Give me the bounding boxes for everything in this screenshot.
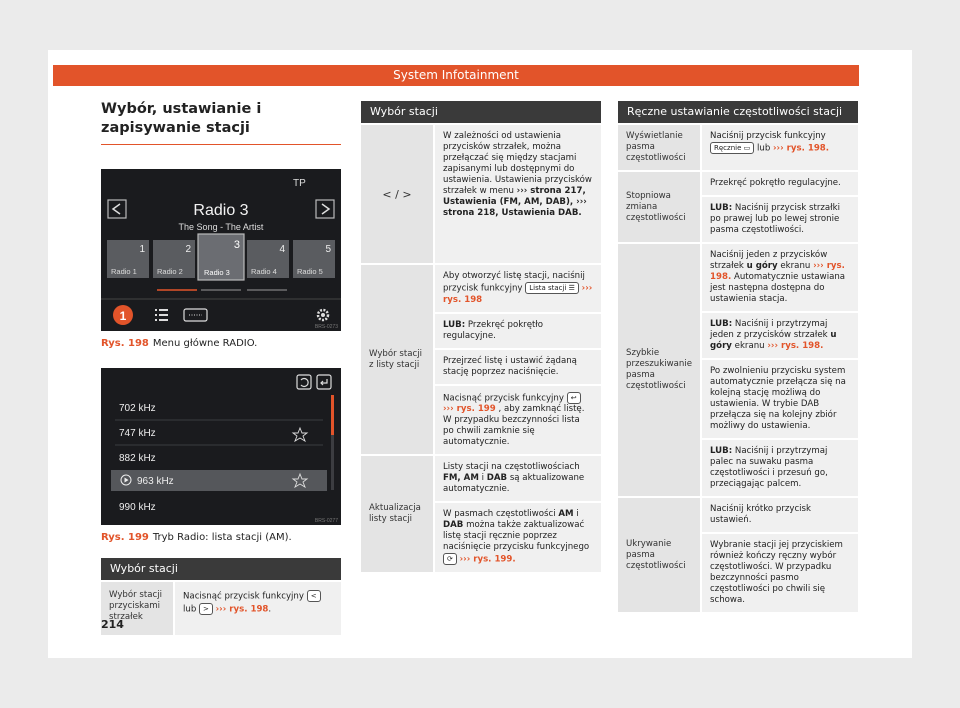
row-value: Naciśnij przycisk funkcyjny Ręcznie ▭ lub ››› rys. 198. (700, 125, 858, 172)
header-bar: System Infotainment (53, 65, 859, 86)
list-icon[interactable] (155, 309, 168, 321)
list-item[interactable]: 882 kHz (119, 453, 156, 464)
section-title: Wybór, ustawianie i zapisywanie stacji (101, 100, 341, 145)
row-label-arrows: < / > (361, 125, 433, 265)
svg-text:1: 1 (119, 309, 127, 323)
svg-text:Radio 4: Radio 4 (251, 267, 277, 276)
left-arrow-key: < (307, 590, 321, 602)
row-value: Nacisnąć przycisk funkcyjny < lub > ››› rys. 198. (173, 582, 341, 637)
back-key-icon: ↩ (567, 392, 581, 404)
right-arrow-key: > (199, 603, 213, 615)
station-list-svg (101, 368, 341, 525)
tp-label: TP (293, 178, 306, 189)
list-item[interactable]: 747 kHz (119, 428, 156, 439)
table-title: Wybór stacji (101, 558, 341, 580)
table-title: Wybór stacji (361, 101, 601, 123)
row-label: Ukrywanie pasma częstotliwości (618, 498, 700, 614)
column-middle (361, 101, 601, 574)
svg-text:2: 2 (185, 244, 191, 255)
svg-text:5: 5 (325, 244, 331, 255)
list-item[interactable]: 990 kHz (119, 502, 156, 513)
table-title: Ręczne ustawianie częstotliwości stacji (618, 101, 858, 123)
row-label: Szybkie przeszukiwanie pasma częstotliwości (618, 244, 700, 498)
column-right (618, 101, 858, 614)
svg-text:4: 4 (279, 244, 285, 255)
row-value: Naciśnij jeden z przycisków strzałek u góry ekranu ››› rys. 198. Automatycznie ustawiana jest następna dostępna do ustawienia stacja. LUB: Naciśnij i przytrzymaj jeden z przycisków strzałek u góry ekranu ››› rys. 198. Po zwolnieniu przycisku system automatycznie przełącza się na kolejną stację możliwą do ustawienia. W trybie DAB przełącza się na kolejny zbiór możliwy do ustawienia. LUB: Naciśnij i przytrzymaj palec na suwaku pasma częstotliwości i przesuń go, przeciągając palcem. (700, 244, 858, 498)
figure-code: BRS-0277 (314, 518, 338, 524)
row-label: Wybór stacji z listy stacji (361, 265, 433, 456)
svg-text:3: 3 (233, 239, 240, 251)
svg-text:Radio 3: Radio 3 (204, 268, 230, 277)
radio-main-screen (101, 169, 341, 331)
scrollbar-thumb[interactable] (331, 395, 334, 435)
row-value: Naciśnij krótko przycisk ustawień. Wybranie stacji jej przyciskiem również kończy ręczny wybór częstotliwości. W przypadku bezczynności pasmo częstotliwości po chwili się schowa. (700, 498, 858, 614)
table-station-arrows (101, 558, 341, 637)
caption-number: Rys. 199 (101, 532, 149, 543)
column-left (101, 100, 341, 637)
preset-1[interactable] (107, 240, 149, 278)
page-number: 214 (101, 618, 124, 631)
preset-2[interactable] (153, 240, 195, 278)
station-list-key: Lista stacji ☰ (525, 282, 579, 294)
caption-text: Tryb Radio: lista stacji (AM). (152, 532, 292, 543)
row-value: Aby otworzyć listę stacji, naciśnij przycisk funkcyjny Lista stacji ☰ ››› rys. 198 LUB: Przekręć pokrętło regulacyjne. Przejrzeć listę i ustawić żądaną stację poprzez naciśnięcie. Nacisnąć przycisk funkcyjny ↩ ››› rys. 199 , aby zamknąć listę. W przypadku bezczynności lista po chwili zamknie się automatycznie. (433, 265, 601, 456)
figure-caption-198 (101, 338, 341, 350)
song-title: The Song - The Artist (178, 222, 264, 232)
row-value: Listy stacji na częstotliwościach FM, AM i DAB są aktualizowane automatycznie. W pasmach częstotliwości AM i DAB można także zaktualizować listę stacji ręcznie poprzez naciśnięcie przycisku funkcyjnego ⟳ ››› rys. 199. (433, 456, 601, 574)
refresh-key-icon: ⟳ (443, 553, 457, 565)
svg-text:1: 1 (139, 244, 145, 255)
row-label: Wyświetlanie pasma częstotliwości (618, 125, 700, 172)
figure-code: BRS-0273 (314, 324, 338, 330)
caption-number: Rys. 198 (101, 338, 149, 349)
preset-5[interactable] (293, 240, 335, 278)
manual-key: Ręcznie ▭ (710, 142, 754, 154)
preset-4[interactable] (247, 240, 289, 278)
station-list-screen (101, 368, 341, 525)
preset-3-selected[interactable] (198, 234, 244, 280)
svg-text:Radio 2: Radio 2 (157, 267, 183, 276)
radio-main-svg (101, 169, 341, 331)
row-label: Stopniowa zmiana częstotliwości (618, 172, 700, 244)
svg-text:Radio 5: Radio 5 (297, 267, 323, 276)
svg-text:Radio 1: Radio 1 (111, 267, 137, 276)
station-name: Radio 3 (193, 202, 249, 219)
row-value: W zależności od ustawienia przycisków strzałek, można przełączać się między stacjami zapisanymi lub dostępnymi do ustawienia. Ustawienia przycisków strzałek w menu ››› strona 217, Ustawienia (FM, AM, DAB), ››› strona 218, Ustawienia DAB. (433, 125, 601, 265)
row-label: Aktualizacja listy stacji (361, 456, 433, 574)
row-value: Przekręć pokrętło regulacyjne. LUB: Naciśnij przycisk strzałki po prawej lub po lewej stronie pasma częstotliwości. (700, 172, 858, 244)
list-item[interactable]: 702 kHz (119, 403, 156, 414)
caption-text: Menu główne RADIO. (152, 338, 258, 349)
svg-text:963 kHz: 963 kHz (137, 476, 174, 487)
row-label: Wybór stacji przyciskami strzałek (101, 582, 173, 637)
figure-caption-199 (101, 532, 341, 544)
